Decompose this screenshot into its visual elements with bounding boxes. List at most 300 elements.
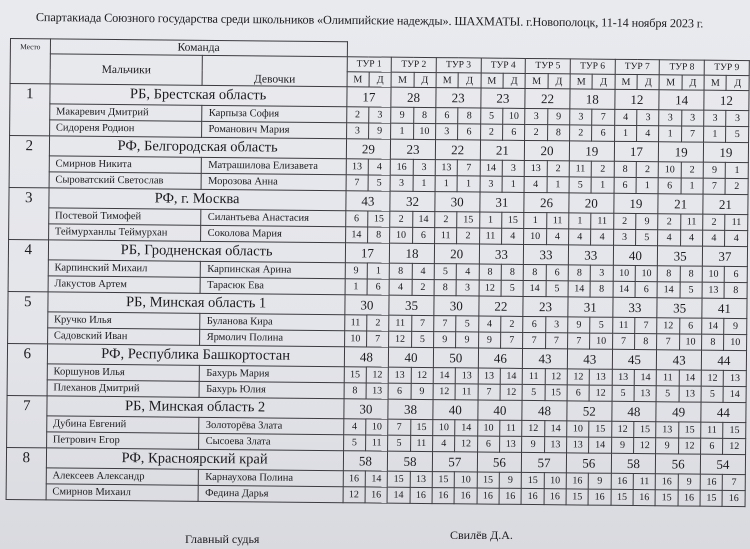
girl-score: 15 — [502, 212, 524, 228]
girl-score: 5 — [680, 282, 702, 298]
girl-score: 12 — [723, 438, 746, 454]
boy-score: 9 — [391, 107, 413, 123]
girl-score: 7 — [592, 109, 614, 125]
boy-score: 9 — [611, 437, 633, 453]
girl-score: 3 — [681, 110, 703, 126]
boy-score: 3 — [659, 110, 681, 126]
boy-score: 14 — [387, 487, 409, 503]
girl-score: 14 — [679, 370, 701, 386]
tour-total: 56 — [477, 452, 522, 472]
boy-score: 2 — [658, 214, 680, 230]
tour-total: 30 — [343, 399, 388, 419]
girl-score: 11 — [591, 213, 613, 229]
boy-score: 9 — [703, 162, 725, 178]
tour-total: 23 — [480, 88, 525, 108]
tour-total: 14 — [659, 90, 704, 110]
boy-score: 10 — [659, 162, 681, 178]
girl-score: 16 — [722, 490, 745, 506]
boy-name: Карпинский Михаил — [48, 260, 201, 277]
girl-score: 6 — [503, 124, 525, 140]
boy-score: 12 — [433, 384, 455, 400]
place-cell: 7 — [7, 395, 47, 447]
tour-total: 50 — [433, 348, 478, 368]
boy-score: 4 — [389, 279, 411, 295]
boy-score: 16 — [390, 159, 412, 175]
boy-score: 13 — [612, 369, 634, 385]
boy-name: Алексеев Александр — [46, 468, 199, 485]
boy-score: 7 — [346, 175, 368, 191]
girl-score: 7 — [723, 474, 746, 490]
boy-score: 16 — [343, 471, 365, 487]
girl-score: 9 — [368, 123, 390, 139]
boy-score: 9 — [478, 332, 500, 348]
girl-name: Романович Мария — [202, 121, 346, 138]
place-cell: 8 — [6, 447, 46, 499]
boy-score: 6 — [523, 316, 545, 332]
boy-score: 4 — [703, 230, 725, 246]
team-header: Команда — [50, 39, 347, 57]
girl-score: 6 — [546, 265, 568, 281]
girl-score: 7 — [411, 315, 433, 331]
girl-score: 14 — [544, 421, 566, 437]
girl-name: Ярмолич Полина — [200, 329, 344, 346]
tour-header-6: ТУР 6 — [570, 59, 615, 74]
girl-score: 8 — [635, 334, 657, 350]
boy-score: 3 — [570, 109, 592, 125]
boy-score: 1 — [569, 213, 591, 229]
girl-score: 1 — [457, 176, 479, 192]
girl-score: 8 — [724, 282, 747, 298]
tour-total: 33 — [568, 245, 613, 265]
girl-score: 14 — [455, 420, 477, 436]
girl-name: Сысоева Злата — [199, 433, 343, 450]
boy-score: 10 — [613, 265, 635, 281]
boys-col-header: М — [525, 73, 547, 88]
girl-name: Соколова Мария — [201, 225, 345, 242]
girl-score: 12 — [455, 436, 477, 452]
girl-score: 5 — [546, 281, 568, 297]
girl-score: 6 — [679, 318, 701, 334]
boy-name: Коршунов Илья — [47, 364, 200, 381]
girl-score: 7 — [635, 318, 657, 334]
boy-score: 8 — [344, 383, 366, 399]
girl-score: 5 — [456, 316, 478, 332]
boy-score: 1 — [345, 279, 367, 295]
girl-score: 10 — [503, 108, 525, 124]
girl-score: 15 — [410, 419, 432, 435]
boy-score: 7 — [388, 419, 410, 435]
boy-score: 8 — [434, 280, 456, 296]
boy-score: 9 — [433, 332, 455, 348]
tour-total: 17 — [346, 87, 391, 107]
girl-score: 14 — [723, 386, 746, 402]
girl-score: 13 — [410, 471, 432, 487]
boy-score: 1 — [391, 123, 413, 139]
boy-score: 6 — [345, 211, 367, 227]
boy-score: 3 — [525, 108, 547, 124]
tour-total: 12 — [704, 90, 749, 110]
girls-col-header: Д — [414, 72, 436, 87]
girl-score: 7 — [681, 126, 703, 142]
girl-score: 13 — [634, 386, 656, 402]
boy-score: 8 — [568, 265, 590, 281]
boy-score: 1 — [435, 176, 457, 192]
girl-score: 4 — [502, 228, 524, 244]
girl-score: 11 — [680, 214, 702, 230]
boys-col-header: М — [659, 75, 681, 90]
boy-score: 15 — [477, 472, 499, 488]
tour-total: 18 — [390, 243, 435, 263]
girl-score: 6 — [725, 266, 748, 282]
boy-score: 15 — [522, 472, 544, 488]
boy-score: 14 — [613, 281, 635, 297]
boy-score: 14 — [433, 368, 455, 384]
boy-score: 14 — [568, 281, 590, 297]
tour-header-7: ТУР 7 — [615, 59, 660, 74]
girl-name: Карнаухова Полина — [199, 469, 343, 486]
girl-score: 3 — [413, 159, 435, 175]
team-name: РФ, Республика Башкортостан — [47, 344, 344, 367]
girl-score: 5 — [411, 331, 433, 347]
girl-score: 8 — [367, 227, 389, 243]
tour-total: 30 — [344, 295, 389, 315]
girl-score: 3 — [726, 110, 749, 126]
boy-score: 14 — [345, 227, 367, 243]
tour-total: 17 — [345, 243, 390, 263]
boy-score: 5 — [343, 435, 365, 451]
girls-col-header: Д — [637, 75, 659, 90]
boy-score: 11 — [657, 370, 679, 386]
girl-score: 6 — [412, 227, 434, 243]
boy-score: 7 — [612, 333, 634, 349]
tour-total: 29 — [346, 139, 391, 159]
girl-score: 3 — [502, 160, 524, 176]
girl-score: 6 — [367, 279, 389, 295]
tour-total: 22 — [435, 140, 480, 160]
place-header: Место — [10, 39, 50, 84]
tour-total: 23 — [391, 139, 436, 159]
tour-total: 21 — [703, 194, 748, 214]
girl-score: 2 — [367, 315, 389, 331]
boy-score: 7 — [657, 334, 679, 350]
tour-total: 43 — [523, 348, 568, 368]
boy-score: 4 — [524, 176, 546, 192]
girl-score: 11 — [725, 214, 748, 230]
boy-score: 6 — [388, 383, 410, 399]
tour-total: 30 — [434, 296, 479, 316]
boy-score: 12 — [389, 331, 411, 347]
boys-col-header: М — [570, 74, 592, 89]
tour-total: 58 — [388, 451, 433, 471]
boy-score: 14 — [480, 160, 502, 176]
boy-score: 2 — [570, 125, 592, 141]
chief-judge-label: Главный судья — [185, 532, 260, 546]
place-cell: 1 — [10, 84, 50, 136]
tour-total: 23 — [436, 88, 481, 108]
tour-total: 22 — [525, 88, 570, 108]
girl-name: Морозова Анна — [202, 173, 346, 190]
girl-score: 12 — [634, 438, 656, 454]
boy-score: 2 — [480, 124, 502, 140]
girl-score: 12 — [500, 384, 522, 400]
girl-name: Карпыза София — [202, 105, 346, 122]
boy-score: 3 — [480, 176, 502, 192]
boy-score: 15 — [344, 367, 366, 383]
boy-name: Петрович Егор — [46, 432, 199, 449]
girl-score: 2 — [457, 228, 479, 244]
girl-score: 9 — [456, 332, 478, 348]
girl-score: 10 — [724, 334, 747, 350]
tour-total: 19 — [569, 141, 614, 161]
tour-total: 37 — [702, 246, 747, 266]
boy-score: 10 — [390, 227, 412, 243]
boy-score: 4 — [658, 230, 680, 246]
boy-score: 10 — [702, 266, 724, 282]
girl-score: 1 — [636, 178, 658, 194]
boy-score: 4 — [343, 419, 365, 435]
tour-header-9: ТУР 9 — [704, 60, 749, 75]
boy-score: 5 — [612, 385, 634, 401]
girl-score: 4 — [637, 126, 659, 142]
tour-total: 48 — [344, 347, 389, 367]
girl-score: 13 — [544, 437, 566, 453]
girl-score: 4 — [368, 159, 390, 175]
boy-score: 5 — [522, 384, 544, 400]
tour-total: 33 — [524, 244, 569, 264]
tour-total: 19 — [703, 142, 748, 162]
boy-score: 10 — [567, 421, 589, 437]
boy-score: 4 — [569, 229, 591, 245]
girl-score: 7 — [501, 332, 523, 348]
boys-col-header: М — [347, 72, 369, 87]
girl-score: 4 — [412, 263, 434, 279]
girl-score: 16 — [410, 487, 432, 503]
tour-total: 40 — [433, 400, 478, 420]
girl-score: 9 — [724, 318, 747, 334]
boy-score: 7 — [568, 333, 590, 349]
boy-score: 13 — [388, 367, 410, 383]
girl-score: 9 — [636, 214, 658, 230]
boy-score: 2 — [703, 214, 725, 230]
boy-score: 10 — [477, 420, 499, 436]
boy-score: 9 — [568, 317, 590, 333]
boy-score: 12 — [611, 421, 633, 437]
girl-score: 14 — [412, 211, 434, 227]
girl-score: 11 — [500, 420, 522, 436]
girl-name: Карпинская Арина — [201, 261, 345, 278]
boy-score: 13 — [435, 160, 457, 176]
boy-score: 12 — [657, 318, 679, 334]
girl-score: 14 — [589, 437, 611, 453]
boy-name: Лакустов Артем — [48, 276, 201, 293]
tour-header-1: ТУР 1 — [347, 57, 392, 72]
girl-score: 9 — [678, 474, 700, 490]
girl-score: 4 — [591, 229, 613, 245]
boy-score: 16 — [521, 488, 543, 504]
girl-score: 6 — [592, 125, 614, 141]
boy-score: 15 — [387, 471, 409, 487]
girl-score: 5 — [368, 175, 390, 191]
girl-score: 15 — [723, 422, 746, 438]
boy-score: 11 — [389, 315, 411, 331]
tour-total: 43 — [345, 191, 390, 211]
boy-score: 13 — [567, 437, 589, 453]
girl-score: 10 — [679, 334, 701, 350]
place-cell: 6 — [7, 343, 47, 395]
boy-score: 15 — [432, 472, 454, 488]
girl-name: Бахурь Мария — [200, 365, 344, 382]
boy-score: 16 — [477, 488, 499, 504]
boy-score: 3 — [390, 175, 412, 191]
boys-col-header: М — [704, 75, 726, 90]
boy-score: 6 — [436, 108, 458, 124]
tour-total: 26 — [524, 192, 569, 212]
tour-total: 31 — [479, 192, 524, 212]
girl-score: 3 — [591, 265, 613, 281]
girl-score: 16 — [499, 488, 521, 504]
boy-score: 11 — [344, 315, 366, 331]
tour-total: 12 — [615, 89, 660, 109]
boy-score: 9 — [345, 263, 367, 279]
team-name: РБ, Минская область 1 — [48, 292, 345, 315]
girl-score: 11 — [410, 435, 432, 451]
tour-total: 30 — [435, 192, 480, 212]
boy-score: 4 — [614, 109, 636, 125]
girl-score: 12 — [366, 367, 388, 383]
tour-total: 43 — [567, 349, 612, 369]
girl-score: 15 — [634, 422, 656, 438]
boy-score: 11 — [701, 422, 723, 438]
boy-name: Сыроватский Светослав — [49, 172, 202, 189]
boy-name: Смирнов Михаил — [46, 484, 199, 501]
girl-score: 6 — [458, 124, 480, 140]
boy-score: 10 — [433, 420, 455, 436]
girl-score: 14 — [365, 471, 387, 487]
boy-score: 5 — [388, 435, 410, 451]
girl-score: 15 — [589, 421, 611, 437]
boy-score: 8 — [479, 264, 501, 280]
team-name: РБ, Брестская область — [50, 84, 347, 107]
boy-score: 6 — [701, 438, 723, 454]
girl-score: 9 — [499, 472, 521, 488]
tour-total: 31 — [568, 297, 613, 317]
boy-score: 9 — [522, 436, 544, 452]
girl-score: 11 — [455, 384, 477, 400]
boy-score: 14 — [657, 282, 679, 298]
boy-score: 1 — [704, 126, 726, 142]
boy-name: Кручко Илья — [47, 312, 200, 329]
girls-col-header: Д — [592, 74, 614, 89]
team-name: РБ, Минская область 2 — [47, 396, 344, 419]
tour-total: 56 — [656, 454, 701, 474]
girl-score: 4 — [456, 264, 478, 280]
tour-total: 35 — [657, 298, 702, 318]
girl-score: 3 — [637, 110, 659, 126]
boys-col-header: М — [481, 73, 503, 88]
team-name: РФ, г. Москва — [49, 188, 346, 211]
tour-header-4: ТУР 4 — [481, 58, 526, 73]
boys-col-header: М — [391, 72, 413, 87]
girl-score: 12 — [589, 385, 611, 401]
boy-score: 5 — [434, 264, 456, 280]
tour-total: 21 — [658, 194, 703, 214]
girl-score: 2 — [501, 316, 523, 332]
boy-score: 4 — [432, 436, 454, 452]
girl-score: 15 — [545, 385, 567, 401]
boy-score: 5 — [569, 177, 591, 193]
girls-col-header: Д — [503, 73, 525, 88]
boy-score: 11 — [569, 161, 591, 177]
girl-name: Бахурь Юлия — [200, 381, 344, 398]
boy-score: 10 — [524, 228, 546, 244]
tour-total: 35 — [389, 295, 434, 315]
girl-score: 2 — [725, 178, 748, 194]
tour-total: 58 — [343, 451, 388, 471]
tour-total: 49 — [656, 402, 701, 422]
boy-name: Сидореня Родион — [49, 120, 202, 137]
girl-score: 11 — [633, 474, 655, 490]
girl-score: 9 — [411, 383, 433, 399]
girls-col-header: Д — [369, 72, 391, 87]
boy-score: 13 — [656, 422, 678, 438]
boy-score: 16 — [566, 473, 588, 489]
boy-name: Макаревич Дмитрий — [49, 104, 202, 121]
girl-score: 1 — [413, 175, 435, 191]
tour-total: 19 — [614, 193, 659, 213]
tour-total: 20 — [569, 193, 614, 213]
tour-total: 41 — [702, 298, 747, 318]
tour-header-3: ТУР 3 — [436, 58, 481, 73]
girl-score: 1 — [547, 177, 569, 193]
girl-score: 16 — [365, 487, 387, 503]
results-table — [6, 38, 750, 507]
girl-score: 13 — [679, 386, 701, 402]
girl-score: 5 — [501, 280, 523, 296]
boy-score: 15 — [700, 490, 722, 506]
tour-header-2: ТУР 2 — [391, 57, 436, 72]
girl-score: 12 — [411, 367, 433, 383]
boy-score: 8 — [524, 264, 546, 280]
place-cell: 4 — [8, 239, 48, 291]
boy-score: 12 — [522, 420, 544, 436]
girl-score: 3 — [545, 317, 567, 333]
boy-name: Садовский Иван — [47, 328, 200, 345]
tour-total: 23 — [523, 296, 568, 316]
tour-total: 54 — [700, 454, 745, 474]
tour-total: 28 — [391, 87, 436, 107]
girl-score: 4 — [680, 230, 702, 246]
tour-total: 32 — [390, 191, 435, 211]
boy-score: 9 — [656, 438, 678, 454]
girl-score: 13 — [724, 370, 747, 386]
boy-score: 16 — [432, 488, 454, 504]
boy-score: 10 — [344, 331, 366, 347]
boy-score: 3 — [346, 123, 368, 139]
girls-col-header: Д — [682, 75, 704, 90]
boy-name: Плеханов Дмитрий — [47, 380, 200, 397]
boy-score: 13 — [525, 160, 547, 176]
boy-score: 12 — [479, 280, 501, 296]
boy-score: 11 — [479, 228, 501, 244]
tour-total: 17 — [614, 141, 659, 161]
tour-total: 19 — [659, 142, 704, 162]
girl-score: 10 — [544, 473, 566, 489]
boy-score: 13 — [478, 368, 500, 384]
girl-score: 12 — [678, 438, 700, 454]
girls-header: Девочки — [203, 55, 347, 86]
girls-col-header: Д — [458, 73, 480, 88]
tour-total: 20 — [434, 244, 479, 264]
